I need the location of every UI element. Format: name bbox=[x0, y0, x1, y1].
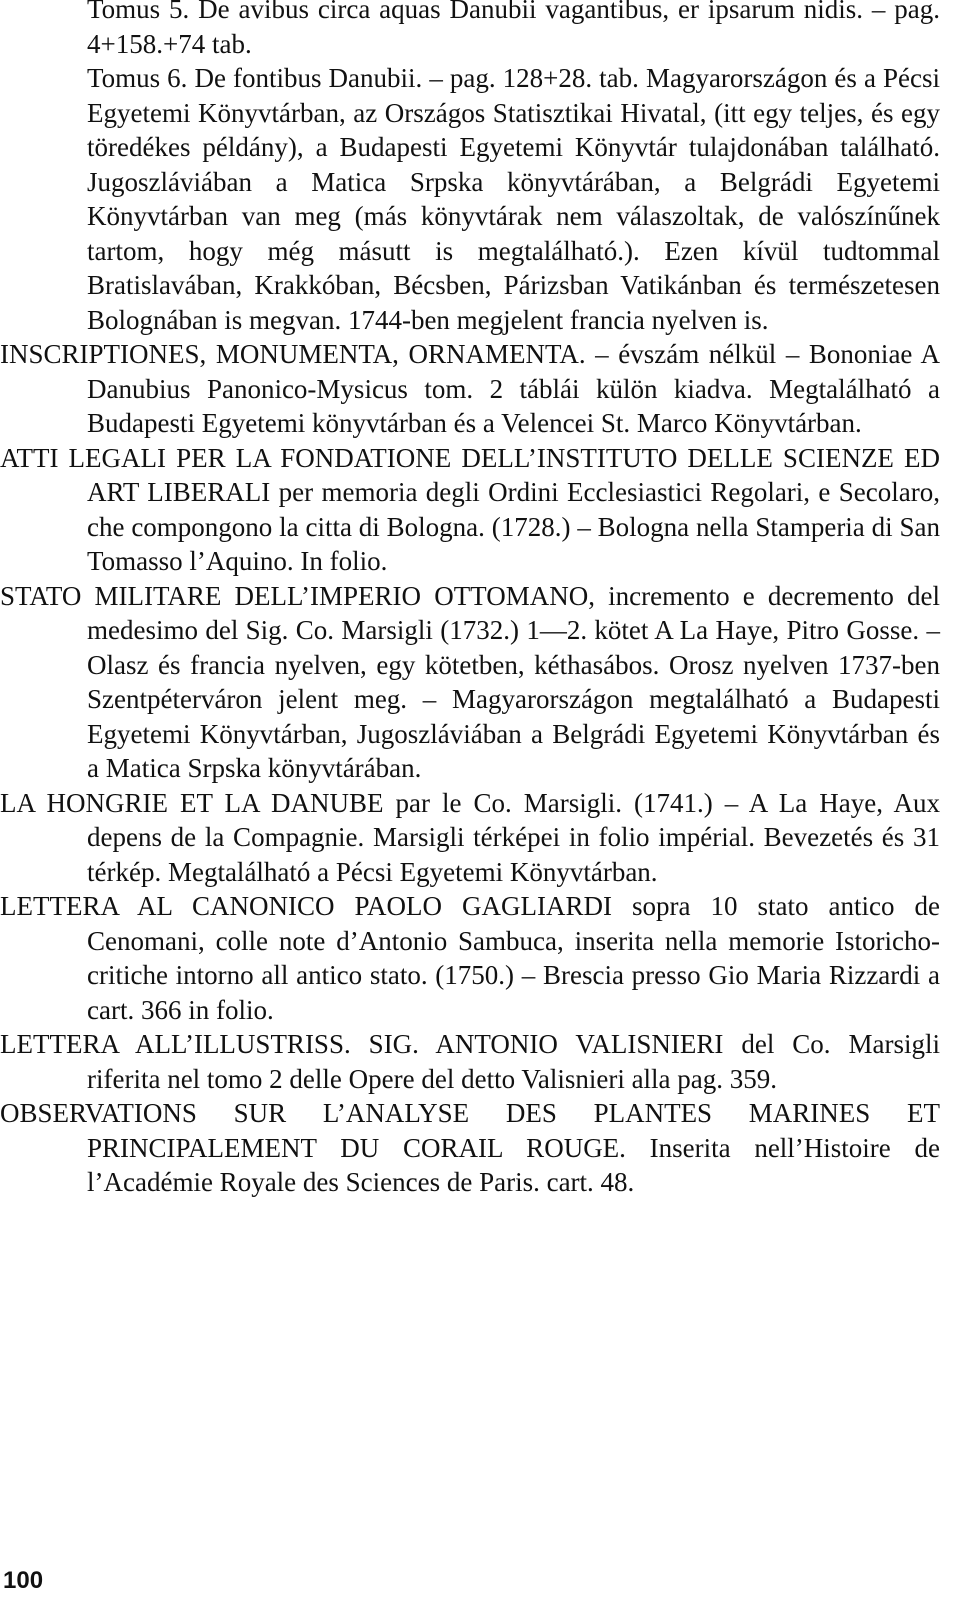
bibliography-entry: INSCRIPTIONES, MONUMENTA, ORNAMENTA. – évszám nélkül – Bononiae A Danubius Panonico-Mysicus tom. 2 táblái külön kiadva. Megtalálható a Budapesti Egyetemi könyvtárban és a Velencei St. Marco Könyvtárban. bbox=[0, 339, 940, 438]
page-number: 100 bbox=[3, 1567, 44, 1594]
bibliography-continuation: Tomus 6. De fontibus Danubii. – pag. 128+28. tab. Magyarországon és a Pécsi Egyetemi Könyvtárban, az Országos Statisztikai Hivatal, (itt egy teljes, és egy töredékes példány), a Budapesti Egyetemi Könyvtár tulajdonában található. Jugoszláviában a Matica Srpska könyvtárában, a Belgrádi Egyetemi Könyvtárban van meg (más könyvtárak nem válaszoltak, de valószínűnek tartom, hogy még másutt is megtalálható.). Ezen kívül tudtommal Bratislavában, Krakkóban, Bécsben, Párizsban Vatikánban és természetesen Bolognában is megvan. 1744-ben megjelent francia nyelven is. bbox=[87, 63, 940, 335]
bibliography-continuation: Tomus 5. De avibus circa aquas Danubii vagantibus, er ipsarum nidis. – pag. 4+158.+74 tab. bbox=[87, 0, 940, 59]
bibliography-entry: LETTERA AL CANONICO PAOLO GAGLIARDI sopra 10 stato antico de Cenomani, colle note d’Antonio Sambuca, inserita nella memorie Istoricho-critiche intorno all antico stato. (1750.) – Brescia presso Gio Maria Rizzardi a cart. 366 in folio. bbox=[0, 891, 940, 1025]
bibliography-entry: ATTI LEGALI PER LA FONDATIONE DELL’INSTITUTO DELLE SCIENZE ED ART LIBERALI per memoria degli Ordini Ecclesiastici Regolari, e Secolaro, che compongono la citta di Bologna. (1728.) – Bologna nella Stamperia di San Tomasso l’Aquino. In folio. bbox=[0, 442, 940, 576]
bibliography-entry: LETTERA ALL’ILLUSTRISS. SIG. ANTONIO VALISNIERI del Co. Marsigli riferita nel tomo 2 delle Opere del detto Valisnieri alla pag. 359. bbox=[0, 1029, 940, 1094]
bibliography-entry: STATO MILITARE DELL’IMPERIO OTTOMANO, incremento e decremento del medesimo del Sig. Co. Marsigli (1732.) 1—2. kötet A La Haye, Pitro Gosse. – Olasz és francia nyelven, egy kötetben, kéthasábos. Orosz nyelven 1737-ben Szentpéterváron jelent meg. – Magyarországon megtalálható a Budapesti Egyetemi Könyvtárban, Jugoszláviában a Belgrádi Egyetemi Könyvtárban és a Matica Srpska könyvtárában. bbox=[0, 580, 940, 783]
bibliography-entry: OBSERVATIONS SUR L’ANALYSE DES PLANTES MARINES ET PRINCIPALEMENT DU CORAIL ROUGE. Inserita nell’Histoire de l’Académie Royale des Sciences de Paris. cart. 48. bbox=[0, 1098, 940, 1197]
bibliography-entry: LA HONGRIE ET LA DANUBE par le Co. Marsigli. (1741.) – A La Haye, Aux depens de la Compagnie. Marsigli térképei in folio impérial. Bevezetés és 31 térkép. Megtalálható a Pécsi Egyetemi Könyvtárban. bbox=[0, 787, 940, 887]
